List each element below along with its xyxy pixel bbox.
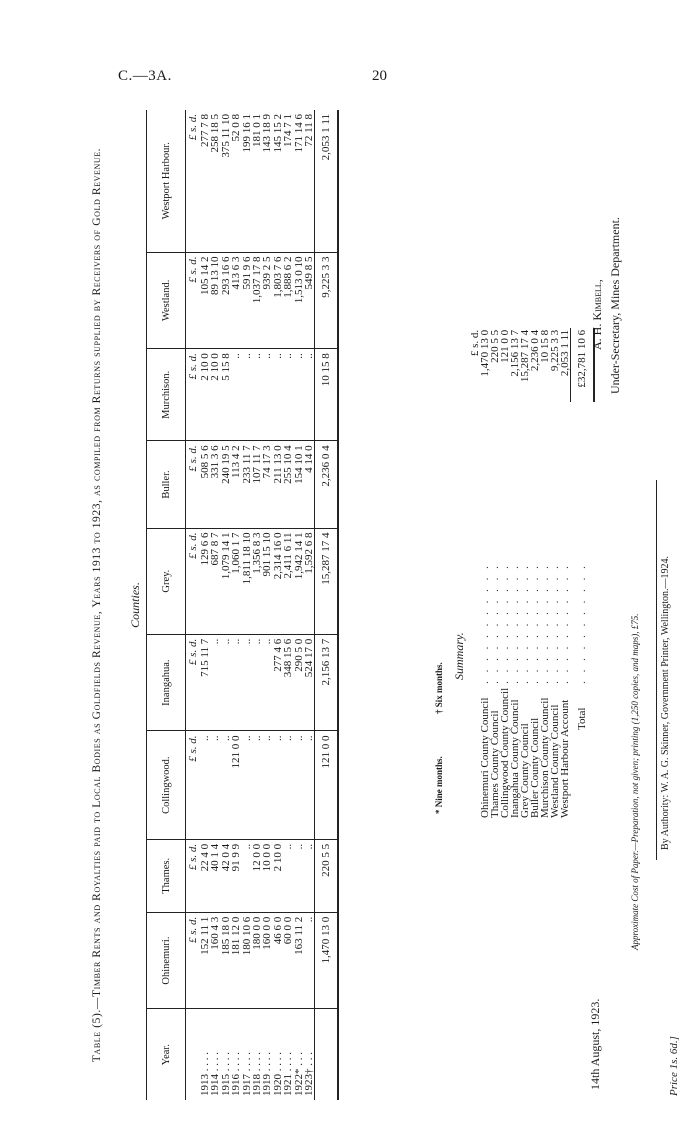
table-cell: 375 11 10 xyxy=(221,110,231,252)
table-cell: 15,287 17 4 xyxy=(315,528,339,634)
printer-authority: By Authority: W. A. G. Skinner, Government Printer, Wellington.—1924. xyxy=(660,555,671,850)
table-cell: 1,888 6 2 xyxy=(283,252,293,349)
table-cell: £ s. d. xyxy=(186,912,201,1009)
table-cell: 524 17 0 xyxy=(304,634,315,731)
table-cell: 1,356 8 3 xyxy=(252,528,262,634)
summary-amount: 2,236 0 4 xyxy=(529,329,541,372)
table-cell: 2 10 0 xyxy=(200,349,210,441)
table-cell: 152 11 1 xyxy=(200,912,210,1009)
leader-dots: . . . . . . . . . . . xyxy=(576,563,589,684)
table-cell: 1923† . . . xyxy=(303,1052,316,1096)
table-cell: 89 13 10 xyxy=(210,252,220,349)
table-cell: £ s. d. xyxy=(186,110,201,252)
table-cell: 145 15 2 xyxy=(273,110,283,252)
summary-label: Inangahua County Council xyxy=(509,699,521,818)
summary-amount: 1,470 13 0 xyxy=(479,329,491,377)
column-header: Murchison. xyxy=(147,349,186,441)
table-cell: 255 10 4 xyxy=(283,441,293,528)
table-cell: 901 15 10 xyxy=(262,528,272,634)
page-number: 20 xyxy=(372,68,387,84)
table-cell: 163 11 2 xyxy=(294,912,304,1009)
table-cell: .. xyxy=(283,349,293,441)
table-cell: 12 0 0 xyxy=(252,839,262,912)
units-row xyxy=(186,110,201,1100)
table-cell: 121 0 0 xyxy=(231,731,241,839)
table-cell: .. xyxy=(242,839,252,912)
table-cell: .. xyxy=(221,731,231,839)
leader-dots: . . . . . . . . . . . xyxy=(539,563,551,684)
table-cell: 591 9 6 xyxy=(242,252,252,349)
table-cell: .. xyxy=(262,349,272,441)
table-cell: 160 0 0 xyxy=(262,912,272,1009)
table-body xyxy=(186,110,339,1100)
table-cell: 1,942 14 1 xyxy=(294,528,304,634)
table-cell xyxy=(186,1009,201,1100)
summary-body xyxy=(470,328,594,820)
table-cell: 1919 . . . . xyxy=(261,1052,274,1096)
table-cell: 1,060 1 7 xyxy=(231,528,241,634)
table-cell: .. xyxy=(210,634,220,731)
table-cell: .. xyxy=(273,349,283,441)
column-header: Inangahua. xyxy=(147,634,186,731)
table-cell: 4 14 0 xyxy=(304,441,315,528)
table-cell: 171 14 6 xyxy=(294,110,304,252)
table-cell: 277 7 8 xyxy=(200,110,210,252)
table-cell: 687 8 7 xyxy=(210,528,220,634)
table-cell: .. xyxy=(304,912,315,1009)
table-cell: 52 0 8 xyxy=(231,110,241,252)
table-cell: .. xyxy=(304,839,315,912)
table-cell: .. xyxy=(294,839,304,912)
summary-amount: 9,225 3 3 xyxy=(549,329,561,372)
table-cell: 2,314 16 0 xyxy=(273,528,283,634)
table-cell: 10 15 8 xyxy=(315,349,339,441)
column-header: Grey. xyxy=(147,528,186,634)
column-header: Thames. xyxy=(147,839,186,912)
table-cell: 211 13 0 xyxy=(273,441,283,528)
table-cell: .. xyxy=(262,634,272,731)
table-cell: .. xyxy=(210,731,220,839)
table-cell: 181 0 1 xyxy=(252,110,262,252)
summary-label: Westport Harbour Account xyxy=(559,699,572,818)
table-cell: 331 3 6 xyxy=(210,441,220,528)
table-cell: .. xyxy=(283,731,293,839)
table-cell: 413 6 3 xyxy=(231,252,241,349)
column-header: Ohinemuri. xyxy=(147,912,186,1009)
table-cell: 129 6 6 xyxy=(200,528,210,634)
table-cell: 1,592 6 8 xyxy=(304,528,315,634)
table-cell: 107 11 7 xyxy=(252,441,262,528)
leader-dots: . . . . . . . . . . . xyxy=(559,563,572,684)
table-cell: 22 4 0 xyxy=(200,839,210,912)
column-header: Collingwood. xyxy=(147,731,186,839)
table-cell: .. xyxy=(304,349,315,441)
table-cell: 1922* . . . xyxy=(292,1052,305,1096)
summary-amount: 10 15 8 xyxy=(539,329,551,363)
table-cell: 1917 . . . . xyxy=(240,1052,253,1096)
column-header: Westland. xyxy=(147,252,186,349)
table-cell: 180 10 6 xyxy=(242,912,252,1009)
table-cell: 199 16 1 xyxy=(242,110,252,252)
price-note: Price 1s. 6d.] xyxy=(668,1036,680,1096)
table-cell: 277 4 6 xyxy=(273,634,283,731)
table-cell: 9,225 3 3 xyxy=(315,252,339,349)
table-cell: 5 15 8 xyxy=(221,349,231,441)
table-cell: 2,053 1 11 xyxy=(315,110,339,252)
leader-dots: . . . . . . . . . . . xyxy=(549,563,561,684)
counties-label: Counties. xyxy=(128,582,142,628)
table-cell: 240 19 5 xyxy=(221,441,231,528)
summary-title: Summary. xyxy=(452,632,466,680)
table-cell: 174 7 1 xyxy=(283,110,293,252)
divider-rule xyxy=(656,480,657,860)
table-cell: 233 11 7 xyxy=(242,441,252,528)
table-cell: 91 9 9 xyxy=(231,839,241,912)
table-cell: .. xyxy=(252,634,262,731)
table-cell: 1,803 7 6 xyxy=(273,252,283,349)
column-header: Buller. xyxy=(147,441,186,528)
table-header-row xyxy=(147,110,186,1100)
approximate-cost-note: Approximate Cost of Paper.—Preparation, not given; printing (1,250 copies, and maps), £75. xyxy=(630,613,640,950)
footnote-six-months: † Six months. xyxy=(434,662,444,714)
table-cell: 1914 . . . . xyxy=(209,1052,222,1096)
table-cell: 1,811 18 10 xyxy=(242,528,252,634)
table-cell: 154 10 1 xyxy=(294,441,304,528)
table-cell: .. xyxy=(252,731,262,839)
leader-dots: . . . . . . . . . . . xyxy=(489,563,501,684)
table-cell: .. xyxy=(304,731,315,839)
summary-total-row xyxy=(571,328,595,820)
table-cell: 1920 . . . . xyxy=(271,1052,284,1096)
table-cell: .. xyxy=(231,349,241,441)
leader-dots: . . . . . . . . . . . xyxy=(519,563,531,684)
table-cell: £ s. d. xyxy=(186,252,201,349)
table-cell: 348 15 6 xyxy=(283,634,293,731)
table-cell: .. xyxy=(242,634,252,731)
table-cell: 1,079 14 1 xyxy=(221,528,231,634)
date-line: 14th August, 1923. xyxy=(588,998,602,1090)
table-cell: 1918 . . . . xyxy=(251,1052,264,1096)
table-cell: £ s. d. xyxy=(186,839,201,912)
table-cell: 2,156 13 7 xyxy=(315,634,339,731)
table-cell: .. xyxy=(294,349,304,441)
summary-total-label: Total xyxy=(576,707,589,730)
table-cell: £ s. d. xyxy=(186,441,201,528)
summary-label: Ohinemuri County Council xyxy=(479,697,491,818)
table-cell: 72 11 8 xyxy=(304,110,315,252)
summary-amount: 2,156 13 7 xyxy=(509,329,521,377)
table-cell: 46 6 0 xyxy=(273,912,283,1009)
table-cell xyxy=(315,1009,339,1100)
summary-label: Murchison County Council xyxy=(539,697,551,818)
column-header: Year. xyxy=(147,1009,186,1100)
table-cell: £ s. d. xyxy=(186,349,201,441)
table-cell: 42 0 4 xyxy=(221,839,231,912)
signatory-name: A. H. Kimbell, xyxy=(590,279,604,350)
table-cell: 2 10 0 xyxy=(273,839,283,912)
table-cell: 121 0 0 xyxy=(315,731,339,839)
rotated-page-content xyxy=(90,100,680,1110)
table-cell: 40 1 4 xyxy=(210,839,220,912)
table-cell: 143 18 9 xyxy=(262,110,272,252)
summary-amount: 220 5 5 xyxy=(489,329,501,363)
table-cell: 60 0 0 xyxy=(283,912,293,1009)
summary-units: £ s. d. xyxy=(469,329,481,357)
table-cell: 508 5 6 xyxy=(200,441,210,528)
table-cell: 1,470 13 0 xyxy=(315,912,339,1009)
table-row xyxy=(304,110,315,1100)
summary-amount: 2,053 1 11 xyxy=(559,329,571,377)
table-cell: £ s. d. xyxy=(186,634,201,731)
footnote-nine-months: * Nine months. xyxy=(434,756,444,814)
table-cell: .. xyxy=(252,349,262,441)
table-cell: 10 0 0 xyxy=(262,839,272,912)
table-cell: 185 18 0 xyxy=(221,912,231,1009)
table-cell: 715 11 7 xyxy=(200,634,210,731)
leader-dots: . . . . . . . . . . . xyxy=(509,563,521,684)
table-cell: 180 0 0 xyxy=(252,912,262,1009)
table-cell: .. xyxy=(200,731,210,839)
table-cell: £ s. d. xyxy=(186,528,201,634)
table-cell: 2 10 0 xyxy=(210,349,220,441)
revenue-table xyxy=(146,110,339,1100)
summary-total-amount: £32,781 10 6 xyxy=(571,328,595,402)
leader-dots: . . . . . . . . . . . xyxy=(529,563,541,684)
table-cell: 1,513 0 10 xyxy=(294,252,304,349)
table-title: Table (5).—Timber Rents and Royalties paid to Local Bodies as Goldfields Revenue, Years 1913 to 1923, as compiled from Returns supplied by Receivers of Gold Revenue. xyxy=(91,147,103,1063)
table-cell: 1916 . . . . xyxy=(230,1052,243,1096)
table-cell: 1,037 17 8 xyxy=(252,252,262,349)
summary-amount: 15,287 17 4 xyxy=(519,329,531,383)
table-cell: .. xyxy=(273,731,283,839)
table-cell: 939 2 5 xyxy=(262,252,272,349)
table-cell: .. xyxy=(294,731,304,839)
table-cell: .. xyxy=(283,839,293,912)
table-cell: 74 17 3 xyxy=(262,441,272,528)
summary-label: Buller County Council xyxy=(529,717,541,818)
summary-label: Collingwood County Council xyxy=(499,687,511,818)
table-cell: .. xyxy=(242,731,252,839)
table-cell: 1915 . . . . xyxy=(219,1052,232,1096)
table-cell: 1913 . . . . xyxy=(199,1052,211,1096)
table-cell: £ s. d. xyxy=(186,731,201,839)
table-cell: 293 16 6 xyxy=(221,252,231,349)
table-cell: 1921 . . . . xyxy=(282,1052,295,1096)
leader-dots: . . . . . . . . . . . xyxy=(479,563,491,684)
table-cell: .. xyxy=(242,349,252,441)
table-cell: .. xyxy=(231,634,241,731)
table-cell: 220 5 5 xyxy=(315,839,339,912)
summary-amount: 121 0 0 xyxy=(499,329,511,363)
table-cell: 290 5 0 xyxy=(294,634,304,731)
summary-table xyxy=(470,328,595,820)
table-cell: .. xyxy=(262,731,272,839)
summary-label: Thames County Council xyxy=(489,710,501,818)
table-cell: 105 14 2 xyxy=(200,252,210,349)
signatory-title: Under-Secretary, Mines Department. xyxy=(608,217,622,394)
table-cell: 2,411 6 11 xyxy=(283,528,293,634)
table-cell: 2,236 0 4 xyxy=(315,441,339,528)
summary-label: Westland County Council xyxy=(549,704,561,818)
summary-label: Grey County Council xyxy=(519,723,531,818)
totals-row xyxy=(315,110,339,1100)
table-cell: 181 12 0 xyxy=(231,912,241,1009)
table-cell: 113 4 2 xyxy=(231,441,241,528)
table-cell: 549 8 5 xyxy=(304,252,315,349)
summary-row xyxy=(560,328,571,820)
document-code: C.—3A. xyxy=(118,68,172,84)
leader-dots: . . . . . . . . . . . xyxy=(499,563,511,684)
table-cell: 258 18 5 xyxy=(210,110,220,252)
column-header: Westport Harbour. xyxy=(147,110,186,252)
table-cell: 160 4 3 xyxy=(210,912,220,1009)
table-cell: .. xyxy=(221,634,231,731)
